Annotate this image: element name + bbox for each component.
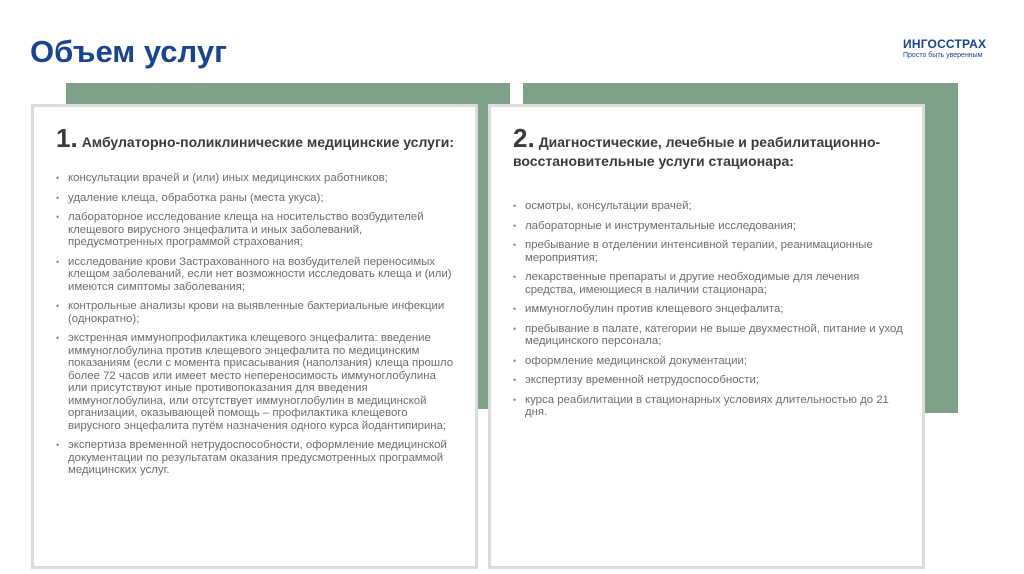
list-item: • лабораторное исследование клеща на носительство возбудителей клещевого вирусного энцефалита и иных заболеваний, предусмотренных программой страхования; [56, 211, 457, 249]
list-item: • лабораторные и инструментальные исследования; [513, 220, 906, 233]
list-item: • пребывание в отделении интенсивной терапии, реанимационные мероприятия; [513, 239, 906, 264]
card-number: 1. [56, 123, 78, 153]
list-item: • иммуноглобулин против клещевого энцефалита; [513, 303, 906, 316]
logo-name: ИНГОССТРАХ [903, 37, 987, 51]
service-list [56, 172, 457, 477]
list-item: • удаление клеща, обработка раны (места укуса); [56, 192, 457, 205]
card-heading [56, 123, 457, 153]
list-item: • пребывание в палате, категории не выше двухместной, питание и уход медицинского персонала; [513, 323, 906, 348]
list-item: • консультации врачей и (или) иных медицинских работников; [56, 172, 457, 185]
list-item: • исследование крови Застрахованного на возбудителей переносимых клещом заболеваний, если нет возможности исследовать клеща и (или) имеются симптомы заболевания; [56, 256, 457, 294]
list-item: • оформление медицинской документации; [513, 355, 906, 368]
list-item: • экстренная иммунопрофилактика клещевого энцефалита: введение иммуноглобулина против клещевого энцефалита по медицинским показаниям (если с момента присасывания (наползания) клеща прошло более 72 часов или имеет место непереносимость иммуноглобулина или присутствуют иные противопоказания для введения иммуноглобулина, или отсутствует иммуноглобулин в медицинской организации, оказывающей помощь – профилактика клещевого вирусного энцефалита путём назначения одного курса йодантипирина; [56, 332, 457, 432]
service-list [513, 200, 906, 419]
list-item: • контрольные анализы крови на выявленные бактериальные инфекции (однократно); [56, 300, 457, 325]
list-item: • экспертиза временной нетрудоспособности, оформление медицинской документации по результатам оказания предусмотренных программой медицинских услуг. [56, 439, 457, 477]
brand-logo [903, 37, 986, 59]
card-heading-text: Амбулаторно-поликлинические медицинские услуги: [81, 134, 455, 150]
card-heading [513, 123, 906, 171]
card-number: 2. [513, 123, 535, 153]
list-item: • экспертизу временной нетрудоспособности; [513, 374, 906, 387]
list-item: • курса реабилитации в стационарных условиях длительностью до 21 дня. [513, 394, 906, 419]
card-heading-text: Диагностические, лечебные и реабилитационно-восстановительные услуги стационара: [513, 134, 881, 169]
list-item: • лекарственные препараты и другие необходимые для лечения средства, имеющиеся в наличии стационара; [513, 271, 906, 296]
inpatient-services-card [488, 104, 925, 569]
outpatient-services-card [31, 104, 478, 569]
logo-tagline: Просто быть уверенным [903, 52, 983, 59]
page-title: Объем услуг [30, 34, 227, 69]
list-item: • осмотры, консультации врачей; [513, 200, 906, 213]
